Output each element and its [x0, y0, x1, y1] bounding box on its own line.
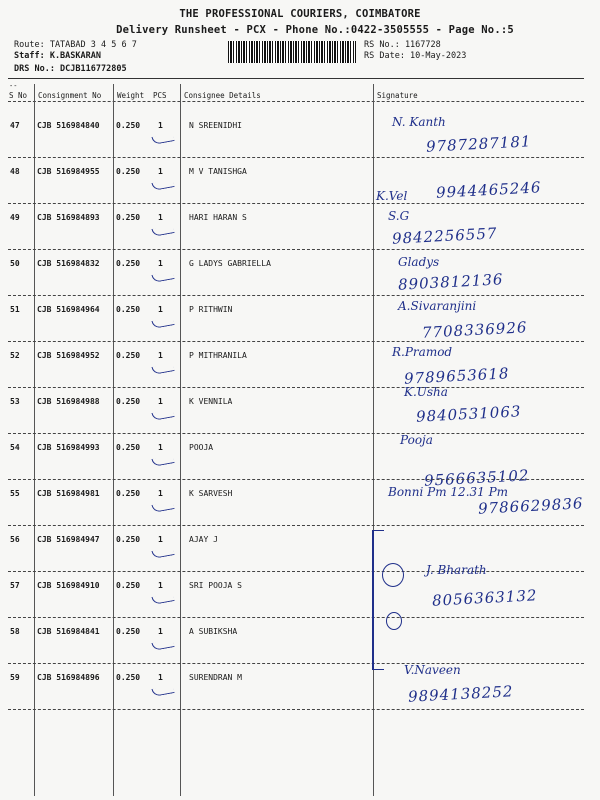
row-pcs: 1	[158, 535, 163, 544]
col-signature: Signature	[377, 91, 418, 100]
row-separator	[8, 571, 584, 572]
row-separator	[8, 617, 584, 618]
row-consignment: CJB 516984840	[37, 121, 100, 130]
row-sno: 50	[10, 259, 20, 268]
row-separator	[8, 157, 584, 158]
delivery-tick-mark	[151, 225, 174, 237]
row-weight: 0.250	[116, 167, 141, 176]
signature-phone: 8903812136	[397, 270, 504, 294]
row-sno: 52	[10, 351, 20, 360]
delivery-tick-mark	[151, 639, 174, 651]
row-sno: 54	[10, 443, 20, 452]
row-consignment: CJB 516984947	[37, 535, 100, 544]
row-sno: 58	[10, 627, 20, 636]
row-consignee: P RITHWIN	[189, 305, 233, 314]
row-consignee: POOJA	[189, 443, 214, 452]
row-consignment: CJB 516984952	[37, 351, 100, 360]
row-pcs: 1	[158, 489, 163, 498]
col-consignment: Consignment No	[38, 91, 102, 100]
delivery-tick-mark	[151, 179, 174, 191]
column-divider	[373, 84, 374, 796]
signature-name: J. Bharath	[426, 563, 487, 577]
row-separator	[8, 663, 584, 664]
row-consignment: CJB 516984988	[37, 397, 100, 406]
sheet-title: Delivery Runsheet - PCX - Phone No.:0422-3505555 - Page No.:5	[116, 24, 514, 36]
row-consignee: AJAY J	[189, 535, 218, 544]
row-consignment: CJB 516984910	[37, 581, 100, 590]
row-separator	[8, 525, 584, 526]
row-weight: 0.250	[116, 351, 141, 360]
column-divider	[34, 84, 35, 796]
header-mark: --	[9, 82, 18, 90]
signature-phone: 9789653618	[403, 364, 510, 388]
delivery-tick-mark	[151, 455, 174, 467]
row-weight: 0.250	[116, 259, 141, 268]
row-sno: 55	[10, 489, 20, 498]
row-weight: 0.250	[116, 535, 141, 544]
row-sno: 51	[10, 305, 20, 314]
delivery-tick-mark	[151, 409, 174, 421]
row-consignee: M V TANISHGA	[189, 167, 247, 176]
row-consignee: HARI HARAN S	[189, 213, 247, 222]
signature-name: S.G	[388, 209, 410, 223]
signature-circle-mark	[386, 612, 402, 630]
row-sno: 49	[10, 213, 20, 222]
delivery-tick-mark	[151, 685, 174, 697]
barcode	[228, 41, 356, 63]
row-weight: 0.250	[116, 121, 141, 130]
signature-name: N. Kanth	[392, 115, 446, 129]
row-sno: 48	[10, 167, 20, 176]
row-weight: 0.250	[116, 581, 141, 590]
delivery-tick-mark	[151, 317, 174, 329]
signature-phone: 9840531063	[415, 402, 522, 426]
row-weight: 0.250	[116, 627, 141, 636]
signature-phone: 9787287181	[425, 132, 532, 156]
signature-name: V.Naveen	[404, 663, 461, 677]
row-consignee: N SREENIDHI	[189, 121, 242, 130]
signature-circle-mark	[382, 563, 404, 587]
signature-phone: 7708336926	[421, 318, 528, 342]
row-separator	[8, 295, 584, 296]
signature-name: R.Pramod	[392, 345, 453, 359]
route-label: Route: TATABAD 3 4 5 6 7	[14, 40, 137, 50]
delivery-tick-mark	[151, 593, 174, 605]
row-consignee: K VENNILA	[189, 397, 233, 406]
row-weight: 0.250	[116, 673, 141, 682]
delivery-tick-mark	[151, 363, 174, 375]
signature-name: Bonni Pm 12.31 Pm	[388, 485, 509, 499]
row-pcs: 1	[158, 121, 163, 130]
signature-name: Gladys	[398, 255, 440, 269]
row-pcs: 1	[158, 167, 163, 176]
row-sno: 57	[10, 581, 20, 590]
row-consignment: CJB 516984896	[37, 673, 100, 682]
signature-phone: 8056363132	[431, 586, 538, 610]
row-separator	[8, 341, 584, 342]
row-consignment: CJB 516984981	[37, 489, 100, 498]
row-weight: 0.250	[116, 489, 141, 498]
row-consignee: A SUBIKSHA	[189, 627, 238, 636]
row-sno: 56	[10, 535, 20, 544]
col-consignee: Consignee Details	[184, 91, 261, 100]
row-consignee: P MITHRANILA	[189, 351, 247, 360]
signature-phone: 9894138252	[407, 682, 514, 706]
signature-bracket-mark	[372, 530, 384, 670]
col-sno: S No	[9, 91, 28, 100]
row-weight: 0.250	[116, 443, 141, 452]
signature-name: K.Vel	[376, 189, 408, 203]
row-sno: 53	[10, 397, 20, 406]
signature-phone: 9842256557	[391, 224, 498, 248]
row-consignment: CJB 516984832	[37, 259, 100, 268]
row-pcs: 1	[158, 581, 163, 590]
row-pcs: 1	[158, 259, 163, 268]
col-weight: Weight	[117, 91, 145, 100]
row-pcs: 1	[158, 351, 163, 360]
row-consignment: CJB 516984893	[37, 213, 100, 222]
delivery-tick-mark	[151, 501, 174, 513]
rs-date: RS Date: 10-May-2023	[364, 51, 467, 61]
row-sno: 47	[10, 121, 20, 130]
signature-phone: 9786629836	[477, 494, 584, 518]
row-pcs: 1	[158, 443, 163, 452]
staff-label: Staff: K.BASKARAN	[14, 51, 101, 61]
row-separator	[8, 479, 584, 480]
row-consignee: SURENDRAN M	[189, 673, 242, 682]
row-separator	[8, 433, 584, 434]
row-consignee: SRI POOJA S	[189, 581, 242, 590]
delivery-tick-mark	[151, 547, 174, 559]
header-rule	[8, 78, 584, 79]
delivery-tick-mark	[151, 133, 174, 145]
row-consignee: K SARVESH	[189, 489, 233, 498]
row-consignee: G LADYS GABRIELLA	[189, 259, 271, 268]
row-pcs: 1	[158, 673, 163, 682]
row-consignment: CJB 516984955	[37, 167, 100, 176]
signature-phone: 9944465246	[435, 178, 542, 202]
row-separator	[8, 249, 584, 250]
row-pcs: 1	[158, 397, 163, 406]
row-sno: 59	[10, 673, 20, 682]
row-weight: 0.250	[116, 305, 141, 314]
row-pcs: 1	[158, 213, 163, 222]
signature-name: A.Sivaranjini	[398, 299, 477, 313]
signature-name: K.Usha	[404, 385, 448, 399]
row-pcs: 1	[158, 627, 163, 636]
row-separator	[8, 387, 584, 388]
row-consignment: CJB 516984993	[37, 443, 100, 452]
signature-phone: 9566635102	[423, 466, 530, 490]
row-separator	[8, 203, 584, 204]
row-consignment: CJB 516984964	[37, 305, 100, 314]
row-consignment: CJB 516984841	[37, 627, 100, 636]
delivery-tick-mark	[151, 271, 174, 283]
col-pcs: PCS	[153, 91, 167, 100]
rs-number: RS No.: 1167728	[364, 40, 441, 50]
column-header-rule	[8, 101, 584, 102]
row-separator	[8, 709, 584, 710]
signature-name: Pooja	[400, 433, 433, 447]
row-pcs: 1	[158, 305, 163, 314]
company-title: THE PROFESSIONAL COURIERS, COIMBATORE	[179, 8, 421, 20]
drs-number: DRS No.: DCJB116772805	[14, 64, 127, 74]
row-weight: 0.250	[116, 397, 141, 406]
column-divider	[180, 84, 181, 796]
row-weight: 0.250	[116, 213, 141, 222]
column-divider	[113, 84, 114, 796]
